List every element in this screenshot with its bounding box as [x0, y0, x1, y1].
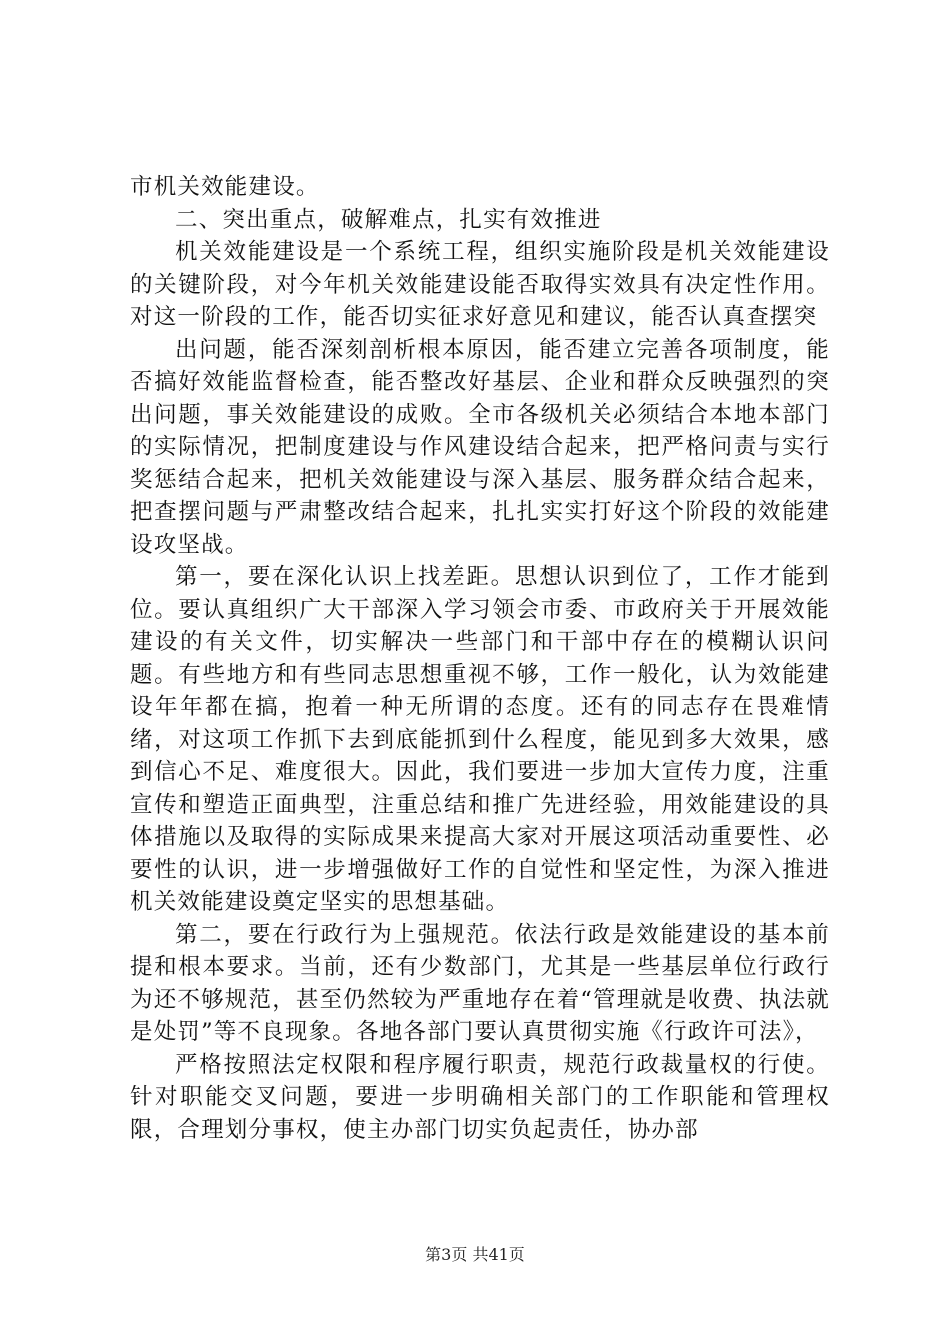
document-body	[130, 171, 830, 1146]
paragraph-1: 市机关效能建设。	[130, 174, 320, 200]
paragraph-3: 出问题，能否深刻剖析根本原因，能否建立完善各项制度，能否搞好效能监督检查，能否整改好基层、企业和群众反映强烈的突出问题，事关效能建设的成败。全市各级机关必须结合本地本部门的实际情况，把制度建设与作风建设结合起来，把严格问责与实行奖惩结合起来，把机关效能建设与深入基层、服务群众结合起来，把查摆问题与严肃整改结合起来，扎扎实实打好这个阶段的效能建设攻坚战。	[130, 336, 830, 558]
section-heading: 二、突出重点，破解难点，扎实有效推进	[175, 206, 602, 233]
paragraph-6: 严格按照法定权限和程序履行职责，规范行政裁量权的行使。针对职能交叉问题，要进一步明确相关部门的工作职能和管理权限，合理划分事权，使主办部门切实负起责任，协办部	[130, 1051, 830, 1143]
paragraph-2: 机关效能建设是一个系统工程，组织实施阶段是机关效能建设的关键阶段，对今年机关效能建设能否取得实效具有决定性作用。对这一阶段的工作，能否切实征求好意见和建议，能否认真查摆突	[130, 239, 830, 330]
page-number-label: 第3页 共41页	[425, 1245, 525, 1264]
paragraph-4: 第一，要在深化认识上找差距。思想认识到位了，工作才能到位。要认真组织广大干部深入学习领会市委、市政府关于开展效能建设的有关文件，切实解决一些部门和干部中存在的模糊认识问题。有些地方和有些同志思想重视不够，工作一般化，认为效能建设年年都在搞，抱着一种无所谓的态度。还有的同志存在畏难情绪，对这项工作抓下去到底能抓到什么程度，能见到多大效果，感到信心不足、难度很大。因此，我们要进一步加大宣传力度，注重宣传和塑造正面典型，注重总结和推广先进经验，用效能建设的具体措施以及取得的实际成果来提高大家对开展这项活动重要性、必要性的认识，进一步增强做好工作的自觉性和坚定性，为深入推进机关效能建设奠定坚实的思想基础。	[130, 564, 830, 915]
paragraph-5: 第二，要在行政行为上强规范。依法行政是效能建设的基本前提和根本要求。当前，还有少数部门，尤其是一些基层单位行政行为还不够规范，甚至仍然较为严重地存在着“管理就是收费、执法就是处罚”等不良现象。各地各部门要认真贯彻实施《行政许可法》，	[130, 921, 831, 1045]
page-footer	[0, 1245, 950, 1265]
